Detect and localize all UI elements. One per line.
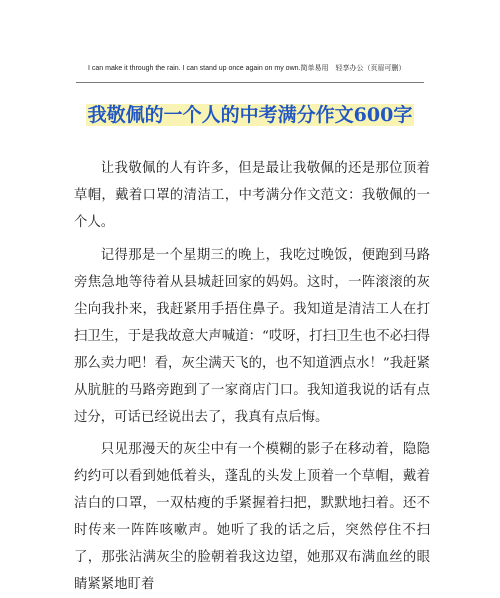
paragraph-cleaner-description: 只见那漫天的灰尘中有一个模糊的影子在移动着，隐隐约约可以看到她低着头，蓬乱的头发上顶着一个草帽，戴着洁白的口罩，一双枯瘦的手紧握着扫把，默默地扫着。还不时传来一阵阵咳嗽声。她听了我的话之后，突然停住不扫了，那张沾满灰尘的脸朝着我这边望，她那双布满血丝的眼睛紧紧地盯着 [74, 442, 430, 592]
title-highlight: 我敬佩的一个人的中考满分作文600字 [87, 104, 413, 126]
paragraph-evening-story: 记得那是一个星期三的晚上，我吃过晚饭，便跑到马路旁焦急地等待着从县城赶回家的妈妈。这时，一阵滚滚的灰尘向我扑来，我赶紧用手捂住鼻子。我知道是清洁工人在打扫卫生，于是我故意大声喊道：“哎呀，打扫卫生也不必扫得那么卖力吧！看，灰尘满天飞的，也不知道洒点水！”我赶紧从肮脏的马路旁跑到了一家商店门口。我知道我说的话有点过分，可话已经说出去了，我真有点后悔。 [74, 248, 430, 425]
page-header-text: I can make it through the rain. I can stand up once again on my own.简单易用 轻享办公（页眉可删） [88, 65, 406, 72]
header-divider [76, 82, 424, 83]
paragraph-intro: 让我敬佩的人有许多，但是最让我敬佩的还是那位顶着草帽，戴着口罩的清洁工，中考满分作文范文：我敬佩的一个人。 [74, 161, 430, 230]
document-title [60, 103, 440, 127]
